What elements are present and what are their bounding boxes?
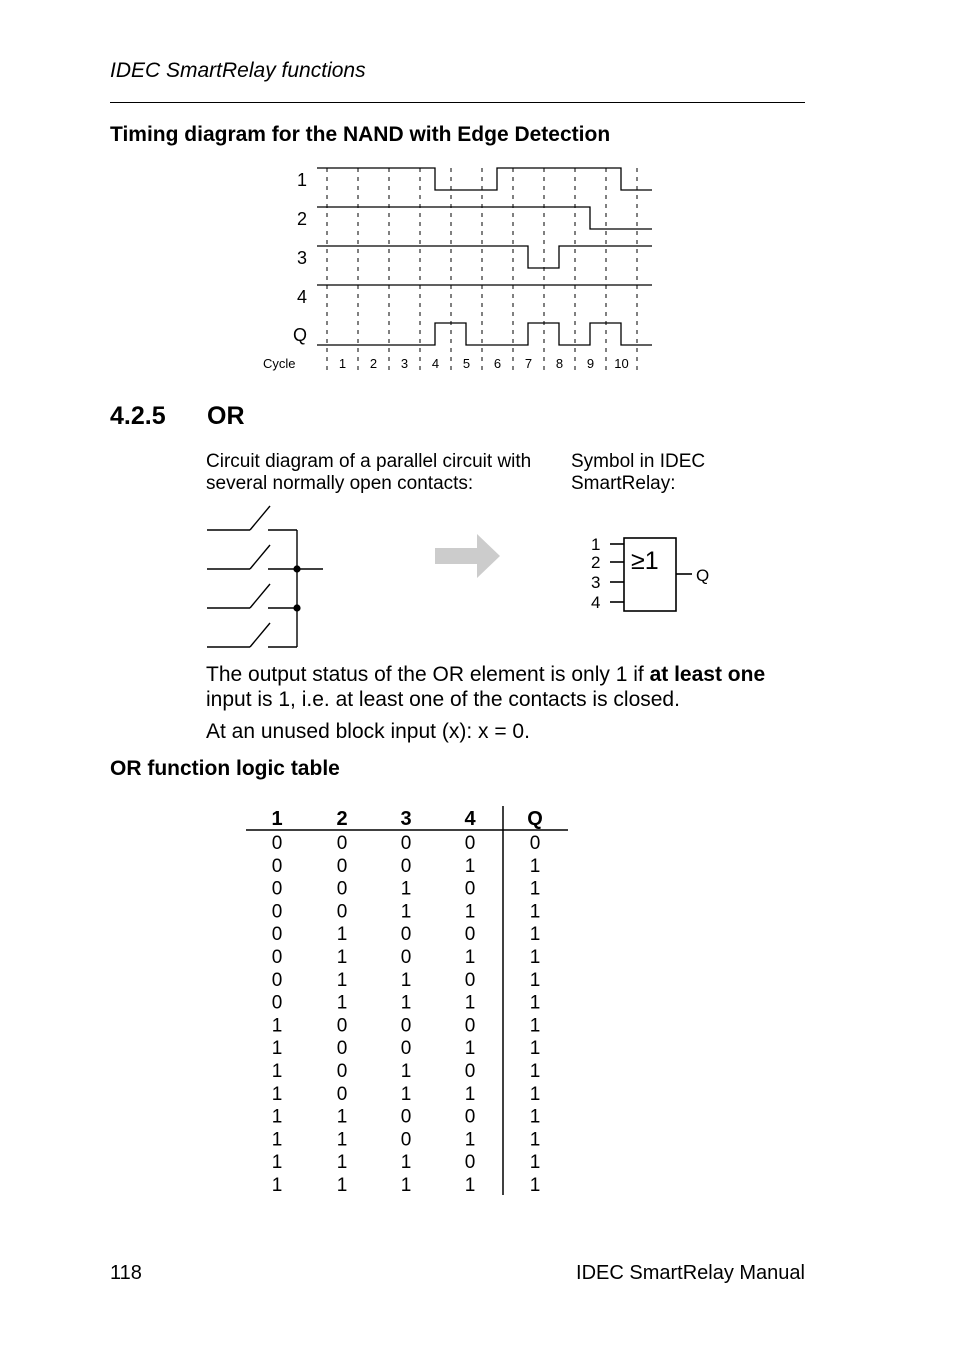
signal-trace-2 — [317, 207, 652, 229]
table-cell: 0 — [464, 969, 476, 991]
table-cell: 0 — [464, 833, 476, 854]
table-cell: 0 — [271, 969, 283, 991]
table-cell: 1 — [464, 1038, 476, 1060]
table-cell: 1 — [400, 901, 412, 923]
table-cell: 1 — [336, 947, 348, 968]
table-cell: 0 — [271, 855, 283, 877]
table-cell: 1 — [464, 1083, 476, 1105]
signal-label-1: 1 — [296, 170, 307, 190]
column-header-Q: Q — [527, 808, 543, 830]
table-cell: 0 — [400, 1038, 412, 1060]
table-cell: 1 — [336, 924, 348, 946]
header-divider — [110, 102, 805, 103]
table-cell: 1 — [336, 969, 348, 991]
table-cell: 1 — [464, 855, 476, 877]
page-number: 118 — [110, 1262, 142, 1284]
column-header-1: 1 — [271, 808, 283, 830]
parallel-circuit-diagram — [200, 500, 340, 655]
signal-label-4: 4 — [296, 287, 307, 307]
table-cell: 1 — [529, 1038, 541, 1060]
timing-diagram-heading: Timing diagram for the NAND with Edge Detection — [110, 123, 611, 146]
column-header-4: 4 — [464, 808, 476, 830]
table-cell: 0 — [336, 878, 348, 900]
table-cell: 1 — [271, 1061, 283, 1082]
table-cell: 0 — [336, 833, 348, 854]
table-cell: 1 — [400, 1175, 412, 1196]
symbol-input-2: 2 — [591, 553, 601, 572]
unused-input-note: At an unused block input (x): x = 0. — [206, 720, 530, 743]
circuit-caption: Circuit diagram of a parallel circuit with several normally open contacts: — [206, 451, 532, 494]
table-cell: 0 — [336, 1083, 348, 1105]
table-cell: 1 — [271, 1038, 283, 1060]
table-cell: 0 — [529, 833, 541, 854]
table-cell: 0 — [271, 992, 283, 1014]
cycle-number-1: 1 — [338, 356, 347, 371]
table-cell: 1 — [529, 992, 541, 1014]
cycle-number-7: 7 — [524, 356, 533, 371]
table-cell: 0 — [464, 1106, 476, 1128]
or-description: The output status of the OR element is only 1 if at least one input is 1, i.e. at least one of the contacts is closed. — [206, 663, 766, 711]
cycle-number-3: 3 — [400, 356, 409, 371]
or-logic-table — [240, 800, 580, 1200]
table-cell: 1 — [529, 969, 541, 991]
table-cell: 1 — [464, 1129, 476, 1151]
table-cell: 1 — [271, 1106, 283, 1128]
table-cell: 1 — [336, 1106, 348, 1128]
footer-manual-title: IDEC SmartRelay Manual — [576, 1262, 805, 1284]
section-title: OR — [207, 402, 245, 430]
table-cell: 1 — [336, 1152, 348, 1174]
cycle-number-5: 5 — [462, 356, 471, 371]
table-cell: 0 — [336, 1015, 348, 1037]
table-cell: 0 — [271, 924, 283, 946]
table-cell: 0 — [464, 1061, 476, 1082]
table-cell: 0 — [464, 1015, 476, 1037]
cycle-number-4: 4 — [431, 356, 440, 371]
table-cell: 0 — [400, 833, 412, 854]
table-cell: 1 — [271, 1152, 283, 1174]
signal-trace-3 — [317, 246, 652, 268]
table-cell: 1 — [400, 1083, 412, 1105]
table-cell: 0 — [400, 855, 412, 877]
table-cell: 0 — [464, 878, 476, 900]
table-cell: 1 — [400, 992, 412, 1014]
table-cell: 1 — [529, 1129, 541, 1151]
table-cell: 1 — [529, 1106, 541, 1128]
table-cell: 0 — [271, 901, 283, 923]
table-cell: 1 — [464, 992, 476, 1014]
table-cell: 1 — [400, 878, 412, 900]
column-header-2: 2 — [336, 808, 348, 830]
table-cell: 0 — [400, 1015, 412, 1037]
column-header-3: 3 — [400, 808, 412, 830]
timing-diagram — [250, 160, 670, 380]
cycle-label: Cycle — [263, 356, 296, 371]
table-cell: 0 — [336, 1061, 348, 1082]
emphasis-at-least-one: at least one — [649, 663, 766, 686]
table-cell: 1 — [271, 1129, 283, 1151]
table-cell: 1 — [336, 992, 348, 1014]
table-cell: 0 — [271, 833, 283, 854]
table-cell: 0 — [271, 947, 283, 968]
signal-label-3: 3 — [296, 248, 307, 268]
signal-trace-Q — [317, 323, 652, 345]
symbol-input-4: 4 — [591, 593, 601, 612]
table-cell: 1 — [271, 1175, 283, 1196]
signal-label-Q: Q — [292, 325, 307, 345]
header-title: IDEC SmartRelay functions — [110, 59, 366, 82]
table-cell: 0 — [336, 1038, 348, 1060]
section-number: 4.2.5 — [110, 402, 166, 430]
signal-trace-1 — [317, 168, 652, 190]
symbol-function-label: ≥1 — [631, 547, 659, 575]
table-cell: 1 — [529, 947, 541, 968]
table-cell: 1 — [464, 947, 476, 968]
cycle-number-6: 6 — [493, 356, 502, 371]
table-cell: 1 — [400, 1152, 412, 1174]
or-block-symbol — [580, 530, 720, 620]
cycle-number-9: 9 — [586, 356, 595, 371]
table-cell: 1 — [529, 1015, 541, 1037]
section-heading — [110, 402, 245, 431]
table-cell: 1 — [400, 1061, 412, 1082]
symbol-output: Q — [696, 566, 710, 585]
table-cell: 0 — [400, 1106, 412, 1128]
table-cell: 1 — [400, 969, 412, 991]
table-cell: 0 — [336, 901, 348, 923]
table-cell: 0 — [400, 924, 412, 946]
symbol-input-1: 1 — [591, 535, 601, 554]
cycle-number-10: 10 — [614, 356, 629, 371]
table-cell: 1 — [336, 1175, 348, 1196]
table-cell: 1 — [529, 1083, 541, 1105]
symbol-caption: Symbol in IDEC SmartRelay: — [571, 451, 706, 494]
table-cell: 1 — [464, 1175, 476, 1196]
cycle-number-2: 2 — [369, 356, 378, 371]
logic-table-heading: OR function logic table — [110, 757, 340, 780]
table-cell: 1 — [529, 1152, 541, 1174]
table-cell: 1 — [529, 1175, 541, 1196]
table-cell: 0 — [400, 1129, 412, 1151]
table-cell: 1 — [271, 1083, 283, 1105]
table-cell: 1 — [529, 1061, 541, 1082]
table-cell: 0 — [336, 855, 348, 877]
table-cell: 1 — [464, 901, 476, 923]
signal-label-2: 2 — [296, 209, 307, 229]
table-cell: 1 — [336, 1129, 348, 1151]
table-cell: 0 — [271, 878, 283, 900]
table-cell: 1 — [529, 878, 541, 900]
description — [206, 662, 816, 751]
table-cell: 1 — [271, 1015, 283, 1037]
table-cell: 1 — [529, 901, 541, 923]
table-cell: 1 — [529, 855, 541, 877]
arrow-right-icon — [430, 530, 505, 585]
table-cell: 1 — [529, 924, 541, 946]
table-cell: 0 — [464, 924, 476, 946]
table-cell: 0 — [400, 947, 412, 968]
symbol-input-3: 3 — [591, 573, 601, 592]
cycle-number-8: 8 — [555, 356, 564, 371]
table-cell: 0 — [464, 1152, 476, 1174]
